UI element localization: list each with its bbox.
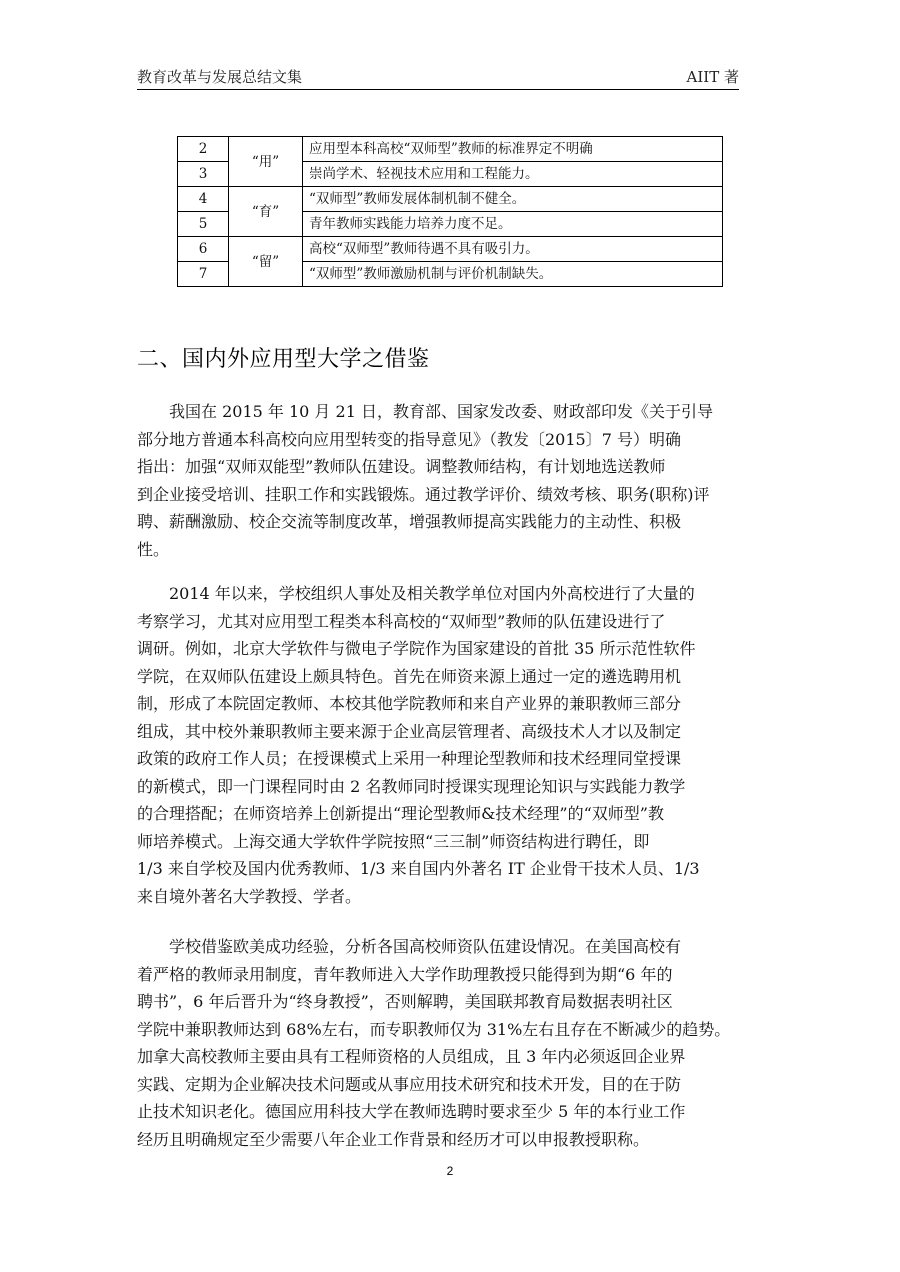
paragraph-line: 我国在 2015 年 10 月 21 日，教育部、国家发改委、财政部印发《关于引导: [169, 402, 713, 421]
table-row: [178, 137, 723, 162]
paragraph-line: 止技术知识老化。德国应用科技大学在教师选聘时要求至少 5 年的本行业工作: [137, 1102, 686, 1121]
paragraph-line: 制，形成了本院固定教师、本校其他学院教师和来自产业界的兼职教师三部分: [137, 694, 682, 713]
paragraph-line: 组成，其中校外兼职教师主要来源于企业高层管理者、高级技术人才以及制定: [137, 721, 682, 741]
row-description: 应用型本科高校“双师型”教师的标准界定不明确: [303, 137, 723, 162]
issues-table: [177, 136, 723, 287]
paragraph-line: 调研。例如，北京大学软件与微电子学院作为国家建设的首批 35 所示范性软件: [137, 639, 696, 658]
paragraph-line: 学院，在双师队伍建设上颇具特色。首先在师资来源上通过一定的遴选聘用机: [137, 666, 682, 686]
paragraph-line: 师培养模式。上海交通大学软件学院按照“三三制”师资结构进行聘任，即: [137, 831, 650, 851]
header-divider: [137, 89, 739, 90]
row-number: 2: [178, 137, 229, 162]
row-description: 崇尚学术、轻视技术应用和工程能力。: [303, 162, 723, 187]
row-description: 青年教师实践能力培养力度不足。: [303, 212, 723, 237]
paragraph-line: 聘、薪酬激励、校企交流等制度改革，增强教师提高实践能力的主动性、积极: [137, 512, 682, 531]
row-number: 7: [178, 262, 229, 287]
header-author: AIIT 著: [686, 68, 739, 86]
paragraph-line: 经历且明确规定至少需要八年企业工作背景和经历才可以申报教授职称。: [137, 1129, 650, 1149]
row-number: 5: [178, 212, 229, 237]
paragraph-line: 政策的政府工作人员；在授课模式上采用一种理论型教师和技术经理同堂授课: [137, 749, 682, 768]
paragraph-line: 1/3 来自学校及国内优秀教师、1/3 来自国内外著名 IT 企业骨干技术人员、1/3: [137, 859, 700, 878]
row-category: “留”: [229, 237, 303, 287]
row-number: 4: [178, 187, 229, 212]
table-row: [178, 187, 723, 212]
paragraph-line: 实践、定期为企业解决技术问题或从事应用技术研究和技术开发，目的在于防: [137, 1074, 682, 1094]
paragraph-domestic: [137, 580, 764, 910]
row-description: “双师型”教师激励机制与评价机制缺失。: [303, 262, 723, 287]
paragraph-line: 性。: [137, 539, 170, 559]
row-category: “育”: [229, 187, 303, 237]
paragraph-international: [137, 933, 764, 1153]
page-number: 2: [446, 1164, 454, 1178]
row-description: 高校“双师型”教师待遇不具有吸引力。: [303, 237, 723, 262]
table-row: [178, 237, 723, 262]
page-header: [137, 66, 739, 92]
paragraph-line: 到企业接受培训、挂职工作和实践锻炼。通过教学评价、绩效考核、职务(职称)评: [137, 484, 710, 504]
paragraph-line: 学校借鉴欧美成功经验，分析各国高校师资队伍建设情况。在美国高校有: [169, 937, 682, 956]
paragraph-line: 着严格的教师录用制度，青年教师进入大学作助理教授只能得到为期“6 年的: [137, 964, 673, 984]
row-number: 6: [178, 237, 229, 262]
paragraph-line: 考察学习，尤其对应用型工程类本科高校的“双师型”教师的队伍建设进行了: [137, 611, 666, 631]
paragraph-line: 学院中兼职教师达到 68%左右，而专职教师仅为 31%左右且存在不断减少的趋势。: [137, 1019, 731, 1039]
row-number: 3: [178, 162, 229, 187]
row-description: “双师型”教师发展体制机制不健全。: [303, 187, 723, 212]
paragraph-line: 的合理搭配；在师资培养上创新提出“理论型教师&技术经理”的“双师型”教: [137, 804, 664, 823]
row-category: “用”: [229, 137, 303, 187]
paragraph-line: 来自境外著名大学教授、学者。: [137, 886, 362, 906]
paragraph-line: 加拿大高校教师主要由具有工程师资格的人员组成，且 3 年内必须返回企业界: [137, 1047, 686, 1066]
paragraph-line: 指出：加强“双师双能型”教师队伍建设。调整教师结构，有计划地选送教师: [137, 457, 666, 476]
paragraph-line: 的新模式，即一门课程同时由 2 名教师同时授课实现理论知识与实践能力教学: [137, 776, 686, 796]
header-book-title: 教育改革与发展总结文集: [137, 68, 303, 86]
section-heading: 二、国内外应用型大学之借鉴: [137, 347, 430, 372]
paragraph-policy: [137, 398, 764, 563]
paragraph-line: 2014 年以来，学校组织人事处及相关教学单位对国内外高校进行了大量的: [169, 584, 695, 603]
paragraph-line: 部分地方普通本科高校向应用型转变的指导意见》（教发〔2015〕7 号）明确: [137, 429, 681, 449]
paragraph-line: 聘书”，6 年后晋升为“终身教授”，否则解聘，美国联邦教育局数据表明社区: [137, 992, 673, 1011]
